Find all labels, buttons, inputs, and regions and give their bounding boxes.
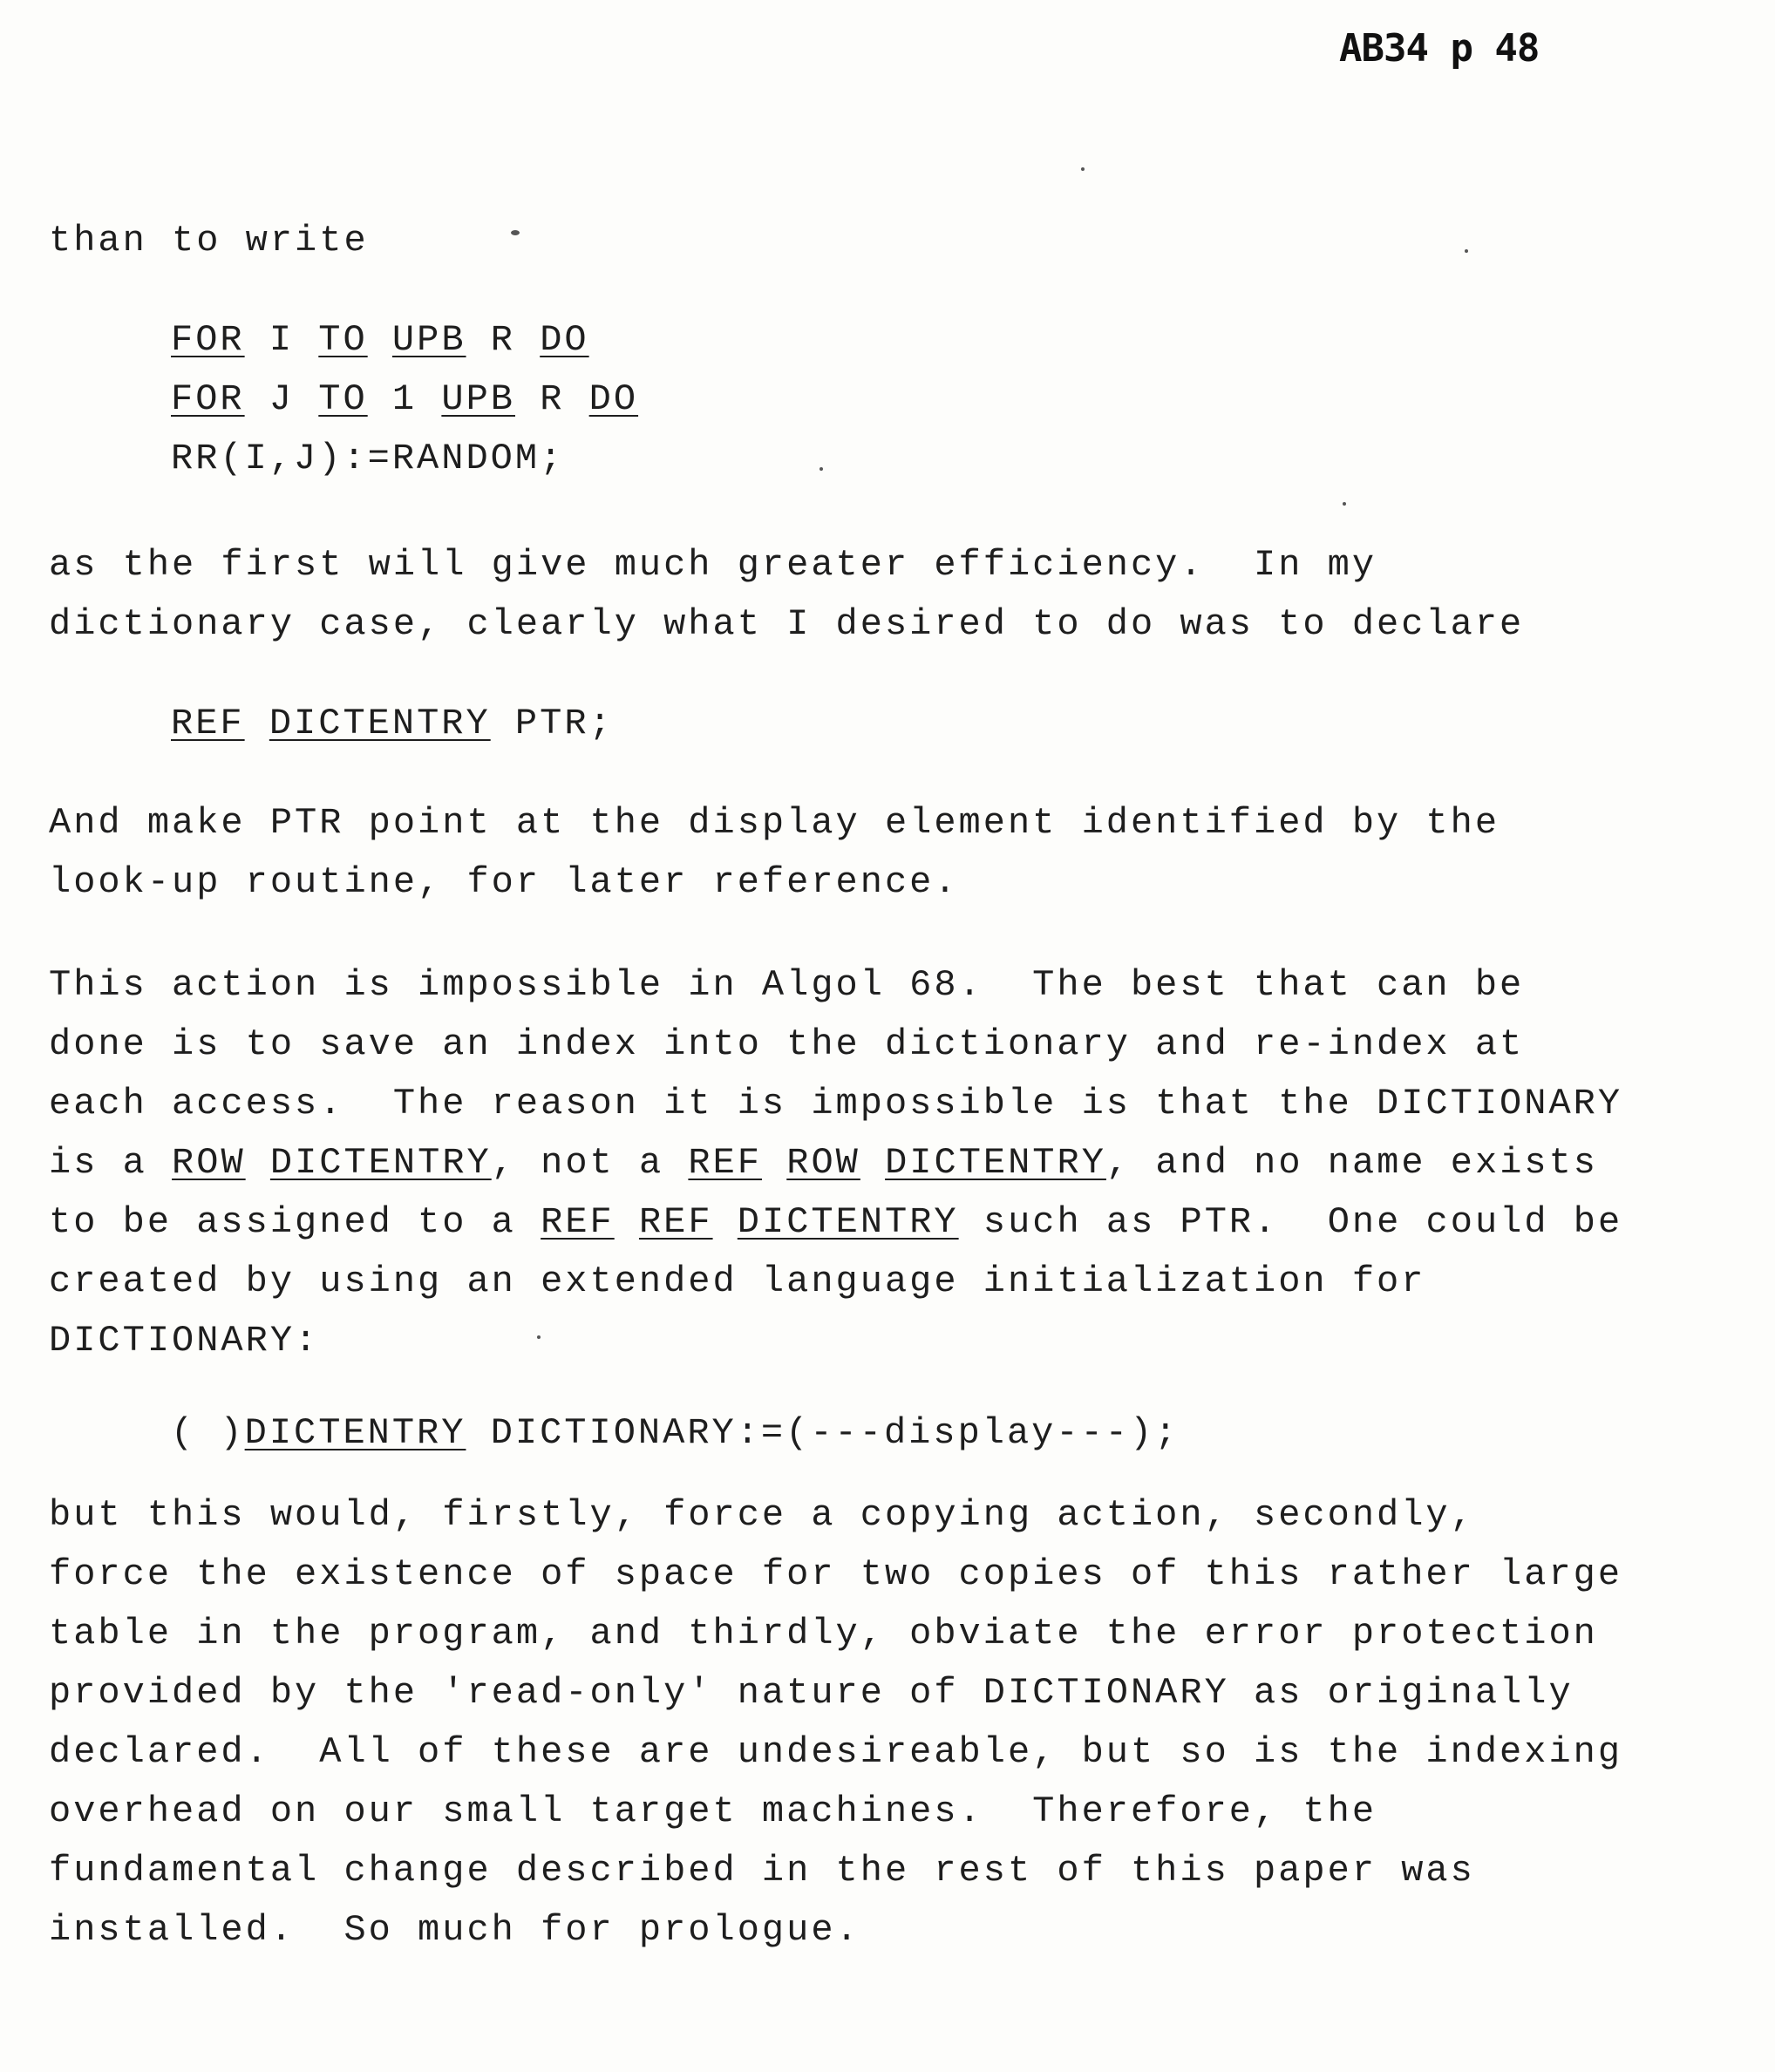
keyword: REF (541, 1201, 615, 1243)
keyword: DICTENTRY (269, 1142, 492, 1184)
text-line: dictionary case, clearly what I desired to do was to declare (49, 603, 1525, 645)
text-line: declared. All of these are undesireable, but so is the indexing (49, 1731, 1623, 1773)
text-run: , not a (491, 1142, 664, 1184)
code-line (171, 370, 638, 429)
text-line: overhead on our small target machines. Therefore, the (49, 1790, 1377, 1832)
keyword: DO (540, 319, 589, 361)
keyword: UPB (391, 319, 466, 361)
text-line: each access. The reason it is impossible is that the DICTIONARY (49, 1083, 1623, 1124)
text-run: is a (49, 1142, 147, 1184)
page-reference: AB34 p 48 (1339, 26, 1540, 71)
identifier: R (540, 378, 565, 420)
keyword: FOR (171, 378, 245, 420)
text-line: force the existence of space for two copies of this rather large (49, 1553, 1623, 1595)
keyword: FOR (171, 319, 245, 361)
scan-speck (819, 467, 823, 471)
scan-speck (1465, 249, 1468, 253)
text-line: done is to save an index into the dictionary and re-index at (49, 1023, 1525, 1065)
scan-speck (1081, 167, 1085, 171)
keyword: REF (638, 1201, 713, 1243)
keyword: DICTENTRY (269, 703, 491, 744)
keyword: DO (588, 378, 639, 420)
text-run: to be assigned to a (49, 1201, 516, 1243)
identifier: R (490, 319, 515, 361)
code-line (171, 310, 589, 370)
keyword: ROW (172, 1142, 246, 1184)
text-line: created by using an extended language initialization for (49, 1260, 1426, 1302)
keyword: DICTENTRY (244, 1412, 466, 1454)
identifier: 1 (391, 378, 418, 420)
text-line: DICTIONARY: (49, 1320, 320, 1362)
scan-speck (511, 230, 520, 235)
text-line: provided by the 'read-only' nature of DICTIONARY as originally (49, 1672, 1574, 1714)
text-run: such as PTR. One could be (983, 1201, 1623, 1243)
identifier: J (269, 378, 295, 420)
text-line: This action is impossible in Algol 68. The best that can be (49, 964, 1525, 1006)
scan-speck (1343, 502, 1346, 506)
keyword: REF (171, 703, 245, 744)
code-line (171, 1403, 1179, 1463)
keyword: UPB (441, 378, 515, 420)
keyword: DICTENTRY (737, 1201, 959, 1243)
text-line (49, 1133, 1598, 1192)
identifier: DICTIONARY:=(---display---); (490, 1412, 1180, 1454)
text-line: And make PTR point at the display element identified by the (49, 802, 1500, 844)
text-line: as the first will give much greater efficiency. In my (49, 544, 1377, 586)
text-line: but this would, firstly, force a copying action, secondly, (49, 1494, 1475, 1536)
text-line: table in the program, and thirdly, obviate the error protection (49, 1613, 1598, 1654)
text-line: installed. So much for prologue. (49, 1909, 860, 1951)
keyword: REF (688, 1142, 763, 1184)
text-line: than to write (49, 220, 369, 262)
identifier: PTR; (514, 703, 614, 744)
text-line (49, 1192, 1622, 1252)
keyword: DICTENTRY (885, 1142, 1106, 1184)
text-run: ( ) (171, 1412, 245, 1454)
keyword: ROW (786, 1142, 860, 1184)
code-line (171, 694, 614, 753)
text-line: look-up routine, for later reference. (49, 861, 959, 903)
scan-speck (537, 1335, 541, 1339)
identifier: I (269, 319, 295, 361)
keyword: TO (318, 319, 368, 361)
keyword: TO (318, 378, 368, 420)
text-run: , and no name exists (1105, 1142, 1599, 1184)
text-line: fundamental change described in the rest of this paper was (49, 1850, 1475, 1892)
code-line: RR(I,J):=RANDOM; (171, 438, 565, 479)
